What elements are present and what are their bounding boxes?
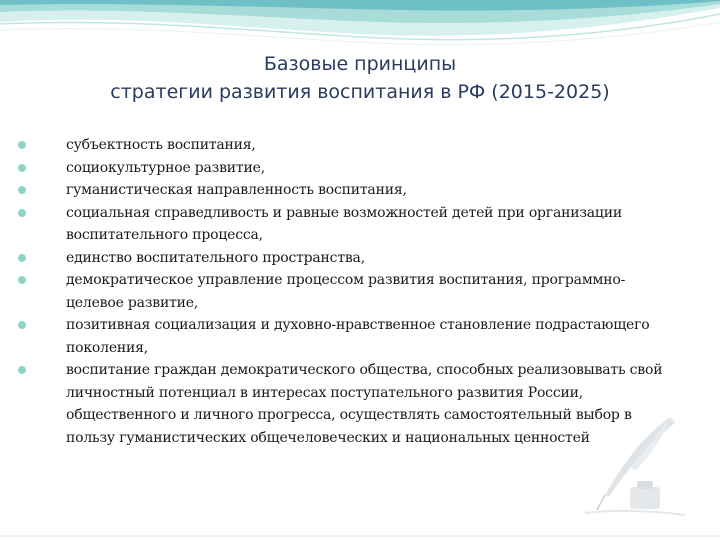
- list-item-text: социальная справедливость и равные возможностей детей при организации воспитательного процесса,: [66, 204, 622, 243]
- quill-and-inkwell-icon: [575, 415, 690, 520]
- bullet-icon: [18, 276, 26, 284]
- bullet-icon: [18, 141, 26, 149]
- list-item: [16, 202, 680, 247]
- bullet-icon: [18, 254, 26, 262]
- principles-list: [16, 134, 680, 449]
- list-item: [16, 269, 680, 314]
- list-item: [16, 247, 680, 270]
- list-item-text: субъектность воспитания,: [66, 137, 256, 153]
- title-line-2: стратегии развития воспитания в РФ (2015-2025): [110, 81, 610, 103]
- list-item-text: социокультурное развитие,: [66, 159, 265, 176]
- slide-title: [40, 50, 680, 106]
- list-item-text: единство воспитательного пространства,: [66, 249, 365, 266]
- bullet-icon: [18, 186, 26, 194]
- bullet-icon: [18, 321, 26, 329]
- list-item-text: позитивная социализация и духовно-нравственное становление подрастающего поколения,: [66, 317, 650, 356]
- bottom-divider: [0, 530, 720, 540]
- bullet-icon: [18, 164, 26, 172]
- list-item-text: воспитание граждан демократического общества, способных реализовывать свой личностный потенциал в интересах поступательного развития России, общественного и личного прогресса, осуществлять самостоятельный выбор в пользу гуманистических общечеловеческих и национальных ценностей: [66, 362, 663, 446]
- list-item: [16, 157, 680, 180]
- list-item-text: демократическое управление процессом развития воспитания, программно-целевое развитие,: [66, 272, 626, 311]
- list-item: [16, 314, 680, 359]
- list-item-text: гуманистическая направленность воспитания,: [66, 182, 407, 198]
- list-item: [16, 179, 680, 202]
- title-line-1: Базовые принципы: [263, 53, 457, 75]
- bullet-icon: [18, 366, 26, 374]
- list-item: [16, 134, 680, 157]
- bullet-icon: [18, 209, 26, 217]
